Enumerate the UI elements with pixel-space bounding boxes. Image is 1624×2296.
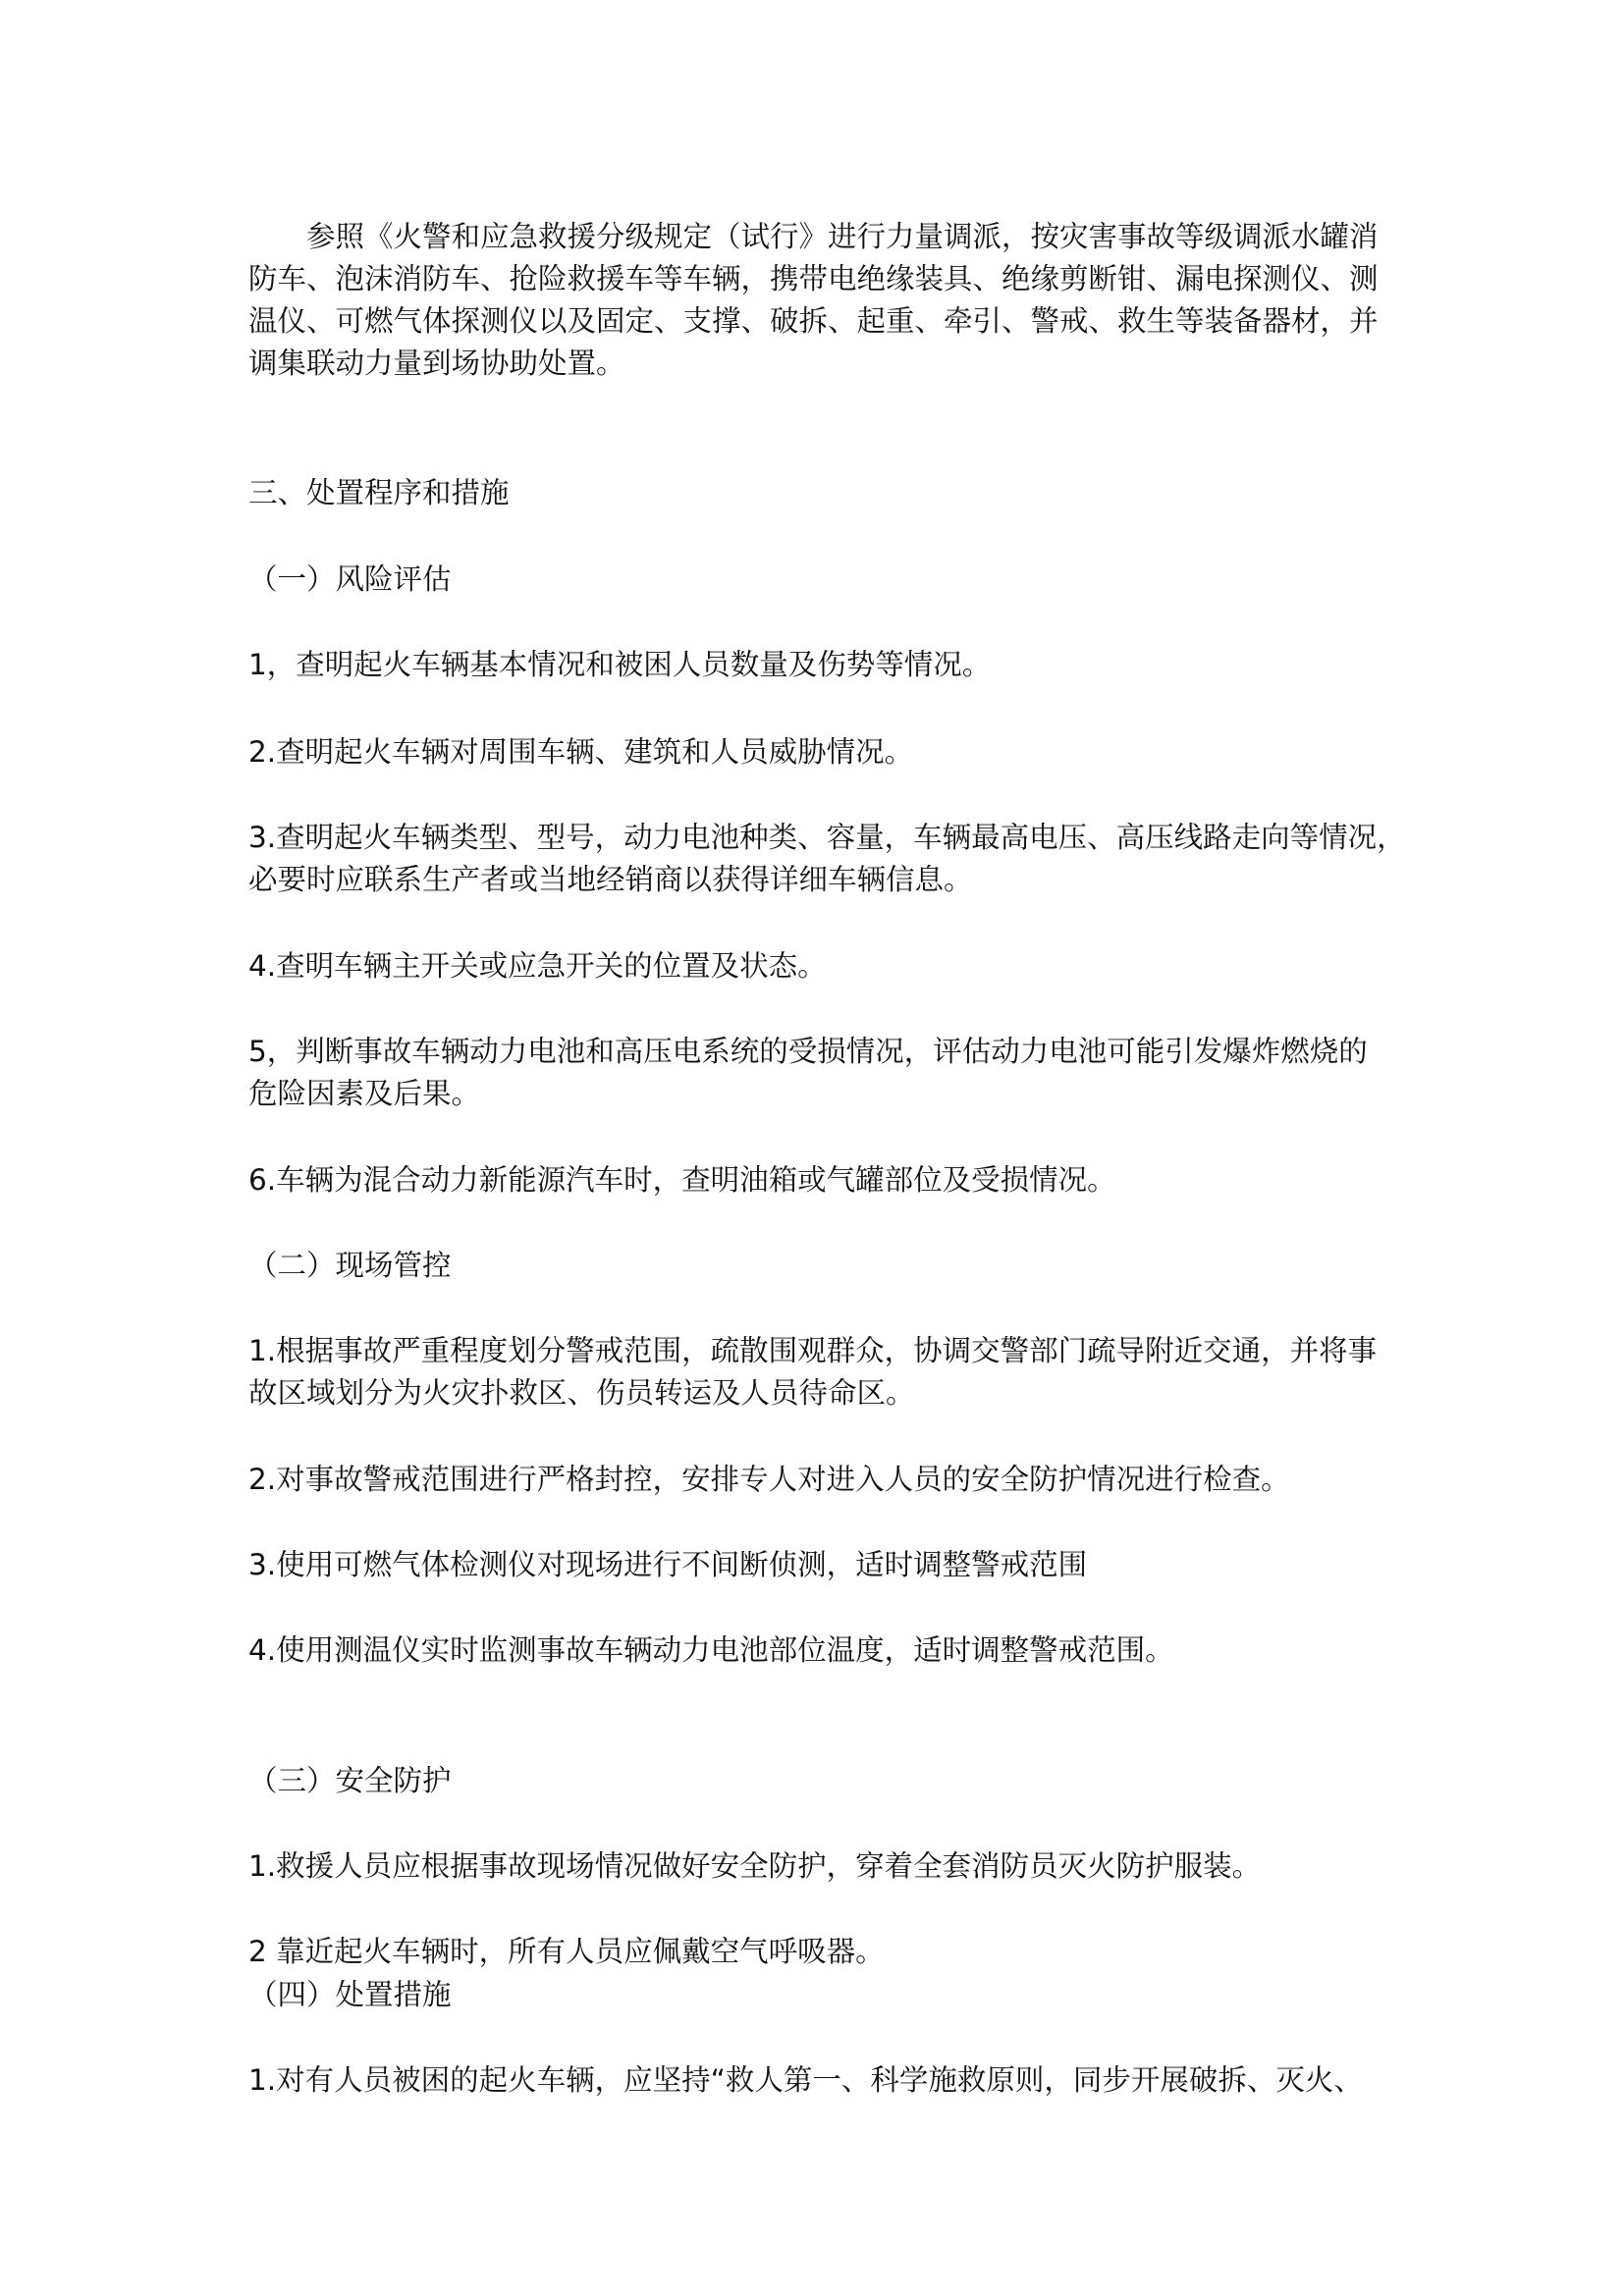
paragraph-line: 温仪、可燃气体探测仪以及固定、支撑、破拆、起重、牵引、警戒、救生等装备器材，并 <box>248 304 1379 338</box>
list-item: 1，查明起火车辆基本情况和被困人员数量及伤势等情况。 <box>248 648 992 681</box>
section-heading: 三、处置程序和措施 <box>248 476 510 509</box>
list-item: 1.救援人员应根据事故现场情况做好安全防护，穿着全套消防员灭火防护服装。 <box>248 1849 1262 1883</box>
paragraph-line: 1.根据事故严重程度划分警戒范围，疏散围观群众，协调交警部门疏导附近交通，并将事 <box>248 1334 1378 1367</box>
paragraph-line: 防车、泡沫消防车、抢险救援车等车辆，携带电绝缘装具、绝缘剪断钳、漏电探测仪、测 <box>248 262 1379 295</box>
list-item: 6.车辆为混合动力新能源汽车时，查明油箱或气罐部位及受损情况。 <box>248 1163 1116 1197</box>
paragraph-line: 参照《火警和应急救援分级规定（试行》进行力量调派，按灾害事故等级调派水罐消 <box>306 220 1379 253</box>
list-item: 3.使用可燃气体检测仪对现场进行不间断侦测，适时调整警戒范围 <box>248 1548 1088 1581</box>
intro-paragraph <box>248 216 1379 385</box>
list-item <box>248 1330 1377 1415</box>
list-item: 1.对有人员被困的起火车辆，应坚持“救人第一、科学施救原则，同步开展破拆、灭火、 <box>248 2063 1363 2097</box>
list-item <box>248 1031 1368 1115</box>
subsection-heading-control: （二）现场管控 <box>248 1249 452 1282</box>
subsection-heading-risk: （一）风险评估 <box>248 562 452 596</box>
list-item: 2.对事故警戒范围进行严格封控，安排专人对进入人员的安全防护情况进行检查。 <box>248 1463 1290 1496</box>
paragraph-line: 必要时应联系生产者或当地经销商以获得详细车辆信息。 <box>248 863 973 896</box>
list-item: 4.使用测温仪实时监测事故车辆动力电池部位温度，适时调整警戒范围。 <box>248 1633 1174 1667</box>
paragraph-line: 3.查明起火车辆类型、型号，动力电池种类、容量，车辆最高电压、高压线路走向等情况， <box>248 821 1406 854</box>
paragraph-line: 故区域划分为火灾扑救区、伤员转运及人员待命区。 <box>248 1376 915 1410</box>
paragraph-line: 危险因素及后果。 <box>248 1077 481 1110</box>
subsection-heading-measures: （四）处置措施 <box>248 1978 452 2011</box>
list-item: 2 靠近起火车辆时，所有人员应佩戴空气呼吸器。 <box>248 1935 885 1968</box>
subsection-heading-protection: （三）安全防护 <box>248 1764 452 1797</box>
list-item: 2.查明起火车辆对周围车辆、建筑和人员威胁情况。 <box>248 735 914 769</box>
list-item <box>248 817 1406 901</box>
paragraph-line: 5，判断事故车辆动力电池和高压电系统的受损情况，评估动力电池可能引发爆炸燃烧的 <box>248 1035 1368 1068</box>
list-item: 4.查明车辆主开关或应急开关的位置及状态。 <box>248 949 827 983</box>
paragraph-line: 调集联动力量到场协助处置。 <box>248 347 625 380</box>
